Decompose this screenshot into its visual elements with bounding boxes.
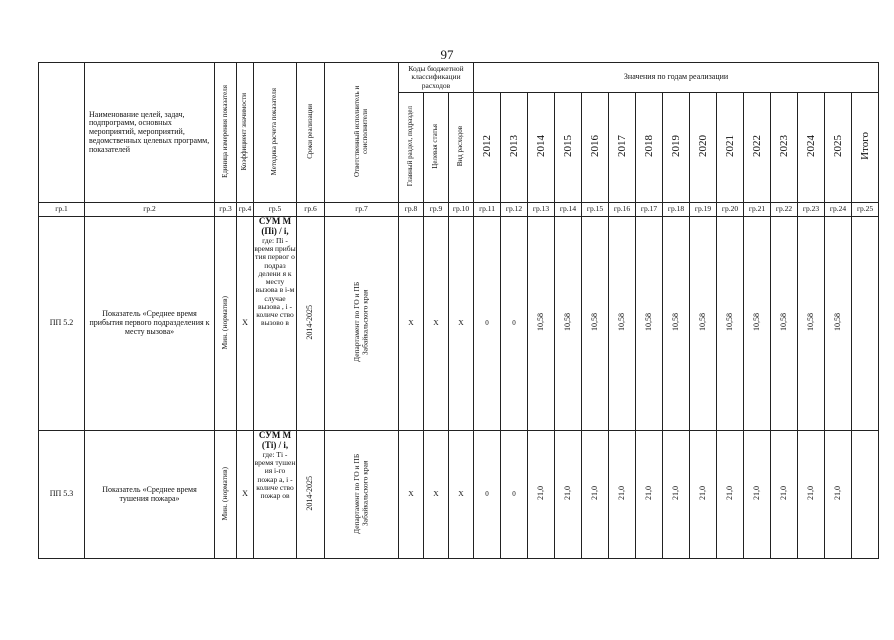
header-year-13: 2025 [825, 93, 852, 203]
row-unit: Мин. (норматив) [215, 431, 237, 559]
column-number: гр.25 [852, 203, 879, 217]
column-number: гр.9 [424, 203, 449, 217]
table-row [39, 431, 879, 559]
table-row [39, 217, 879, 431]
method-formula: СУМ М (Тi) / i, [258, 430, 292, 450]
row-period: 2014-2025 [297, 217, 325, 431]
row-code: ПП 5.2 [39, 217, 85, 431]
row-kbk: Х [449, 431, 474, 559]
header-period: Сроки реализации [297, 63, 325, 203]
header-year-14: Итого [852, 93, 879, 203]
column-number: гр.5 [254, 203, 297, 217]
row-value: 0 [474, 431, 501, 559]
header-year-6: 2018 [636, 93, 663, 203]
row-period: 2014-2025 [297, 431, 325, 559]
row-name: Показатель «Среднее время прибытия первого подразделения к месту вызова» [85, 217, 215, 431]
header-year-9: 2021 [717, 93, 744, 203]
row-value: 21,0 [555, 431, 582, 559]
row-value: 21,0 [636, 431, 663, 559]
row-responsible: Департамент по ГО и ПБ Забайкальского края [325, 431, 399, 559]
column-numbers-row [39, 203, 879, 217]
header-year-1: 2013 [501, 93, 528, 203]
row-value: 10,58 [582, 217, 609, 431]
header-kbk-article: Целевая статья [424, 93, 449, 203]
header-cell-1 [39, 63, 85, 203]
header-coef: Коэффициент значимости [237, 63, 254, 203]
header-method: Методика расчета показателя [254, 63, 297, 203]
column-number: гр.16 [609, 203, 636, 217]
row-value: 21,0 [771, 431, 798, 559]
row-value: 0 [501, 431, 528, 559]
header-year-2: 2014 [528, 93, 555, 203]
column-number: гр.10 [449, 203, 474, 217]
header-year-4: 2016 [582, 93, 609, 203]
column-number: гр.18 [663, 203, 690, 217]
row-total [852, 217, 879, 431]
row-value: 21,0 [663, 431, 690, 559]
row-value: 0 [474, 217, 501, 431]
column-number: гр.13 [528, 203, 555, 217]
row-value: 21,0 [798, 431, 825, 559]
row-value: 10,58 [528, 217, 555, 431]
row-value: 21,0 [528, 431, 555, 559]
row-unit: Мин. (норматив) [215, 217, 237, 431]
header-year-11: 2023 [771, 93, 798, 203]
column-number: гр.14 [555, 203, 582, 217]
column-number: гр.24 [825, 203, 852, 217]
row-value: 10,58 [636, 217, 663, 431]
column-number: гр.21 [744, 203, 771, 217]
row-value: 10,58 [609, 217, 636, 431]
column-number: гр.6 [297, 203, 325, 217]
row-value: 10,58 [663, 217, 690, 431]
row-value: 21,0 [744, 431, 771, 559]
column-number: гр.20 [717, 203, 744, 217]
row-value: 10,58 [717, 217, 744, 431]
header-responsible: Ответственный исполнитель и соисполнители [325, 63, 399, 203]
column-number: гр.23 [798, 203, 825, 217]
header-unit: Единица измерения показателя [215, 63, 237, 203]
header-year-5: 2017 [609, 93, 636, 203]
row-method [254, 431, 297, 559]
header-year-10: 2022 [744, 93, 771, 203]
row-value: 10,58 [825, 217, 852, 431]
row-value: 21,0 [609, 431, 636, 559]
row-value: 10,58 [771, 217, 798, 431]
row-value: 10,58 [555, 217, 582, 431]
page-number: 97 [440, 47, 454, 62]
column-number: гр.22 [771, 203, 798, 217]
column-number: гр.15 [582, 203, 609, 217]
method-description: где: Пi - время прибы тия первог о подраз делени я к месту вызова в i-м случае вызова , i - количе ство вызово в [254, 235, 296, 328]
header-name: Наименование целей, задач, подпрограмм, основных мероприятий, мероприятий, ведомственных целевых программ, показателей [85, 63, 215, 203]
row-value: 10,58 [690, 217, 717, 431]
row-value: 21,0 [717, 431, 744, 559]
method-description: где: Тi - время тушен ия i-го пожар а, i - количе ство пожар ов [254, 449, 296, 501]
row-name: Показатель «Среднее время тушения пожара» [85, 431, 215, 559]
indicators-table [38, 62, 879, 559]
row-kbk: Х [449, 217, 474, 431]
header-year-12: 2024 [798, 93, 825, 203]
header-year-3: 2015 [555, 93, 582, 203]
column-number: гр.8 [399, 203, 424, 217]
row-code: ПП 5.3 [39, 431, 85, 559]
row-value: 21,0 [582, 431, 609, 559]
column-number: гр.1 [39, 203, 85, 217]
column-number: гр.12 [501, 203, 528, 217]
column-number: гр.4 [237, 203, 254, 217]
header-budget-group: Коды бюджетной классификации расходов [399, 63, 474, 93]
column-number: гр.3 [215, 203, 237, 217]
header-year-7: 2019 [663, 93, 690, 203]
row-kbk: Х [399, 217, 424, 431]
row-value: 10,58 [744, 217, 771, 431]
header-year-0: 2012 [474, 93, 501, 203]
row-coef: Х [237, 431, 254, 559]
row-value: 21,0 [825, 431, 852, 559]
column-number: гр.17 [636, 203, 663, 217]
row-total [852, 431, 879, 559]
column-number: гр.7 [325, 203, 399, 217]
column-number: гр.11 [474, 203, 501, 217]
row-value: 0 [501, 217, 528, 431]
header-values-group: Значения по годам реализации [474, 63, 879, 93]
row-method [254, 217, 297, 431]
row-coef: Х [237, 217, 254, 431]
row-kbk: Х [399, 431, 424, 559]
column-number: гр.19 [690, 203, 717, 217]
method-formula: СУМ М (Пi) / i, [258, 216, 292, 236]
row-value: 10,58 [798, 217, 825, 431]
row-value: 21,0 [690, 431, 717, 559]
column-number: гр.2 [85, 203, 215, 217]
row-responsible: Департамент по ГО и ПБ Забайкальского края [325, 217, 399, 431]
header-kbk-type: Вид расходов [449, 93, 474, 203]
row-kbk: Х [424, 431, 449, 559]
header-year-8: 2020 [690, 93, 717, 203]
row-kbk: Х [424, 217, 449, 431]
header-row-1 [39, 63, 879, 93]
header-kbk-section: Главный раздел, подраздел [399, 93, 424, 203]
